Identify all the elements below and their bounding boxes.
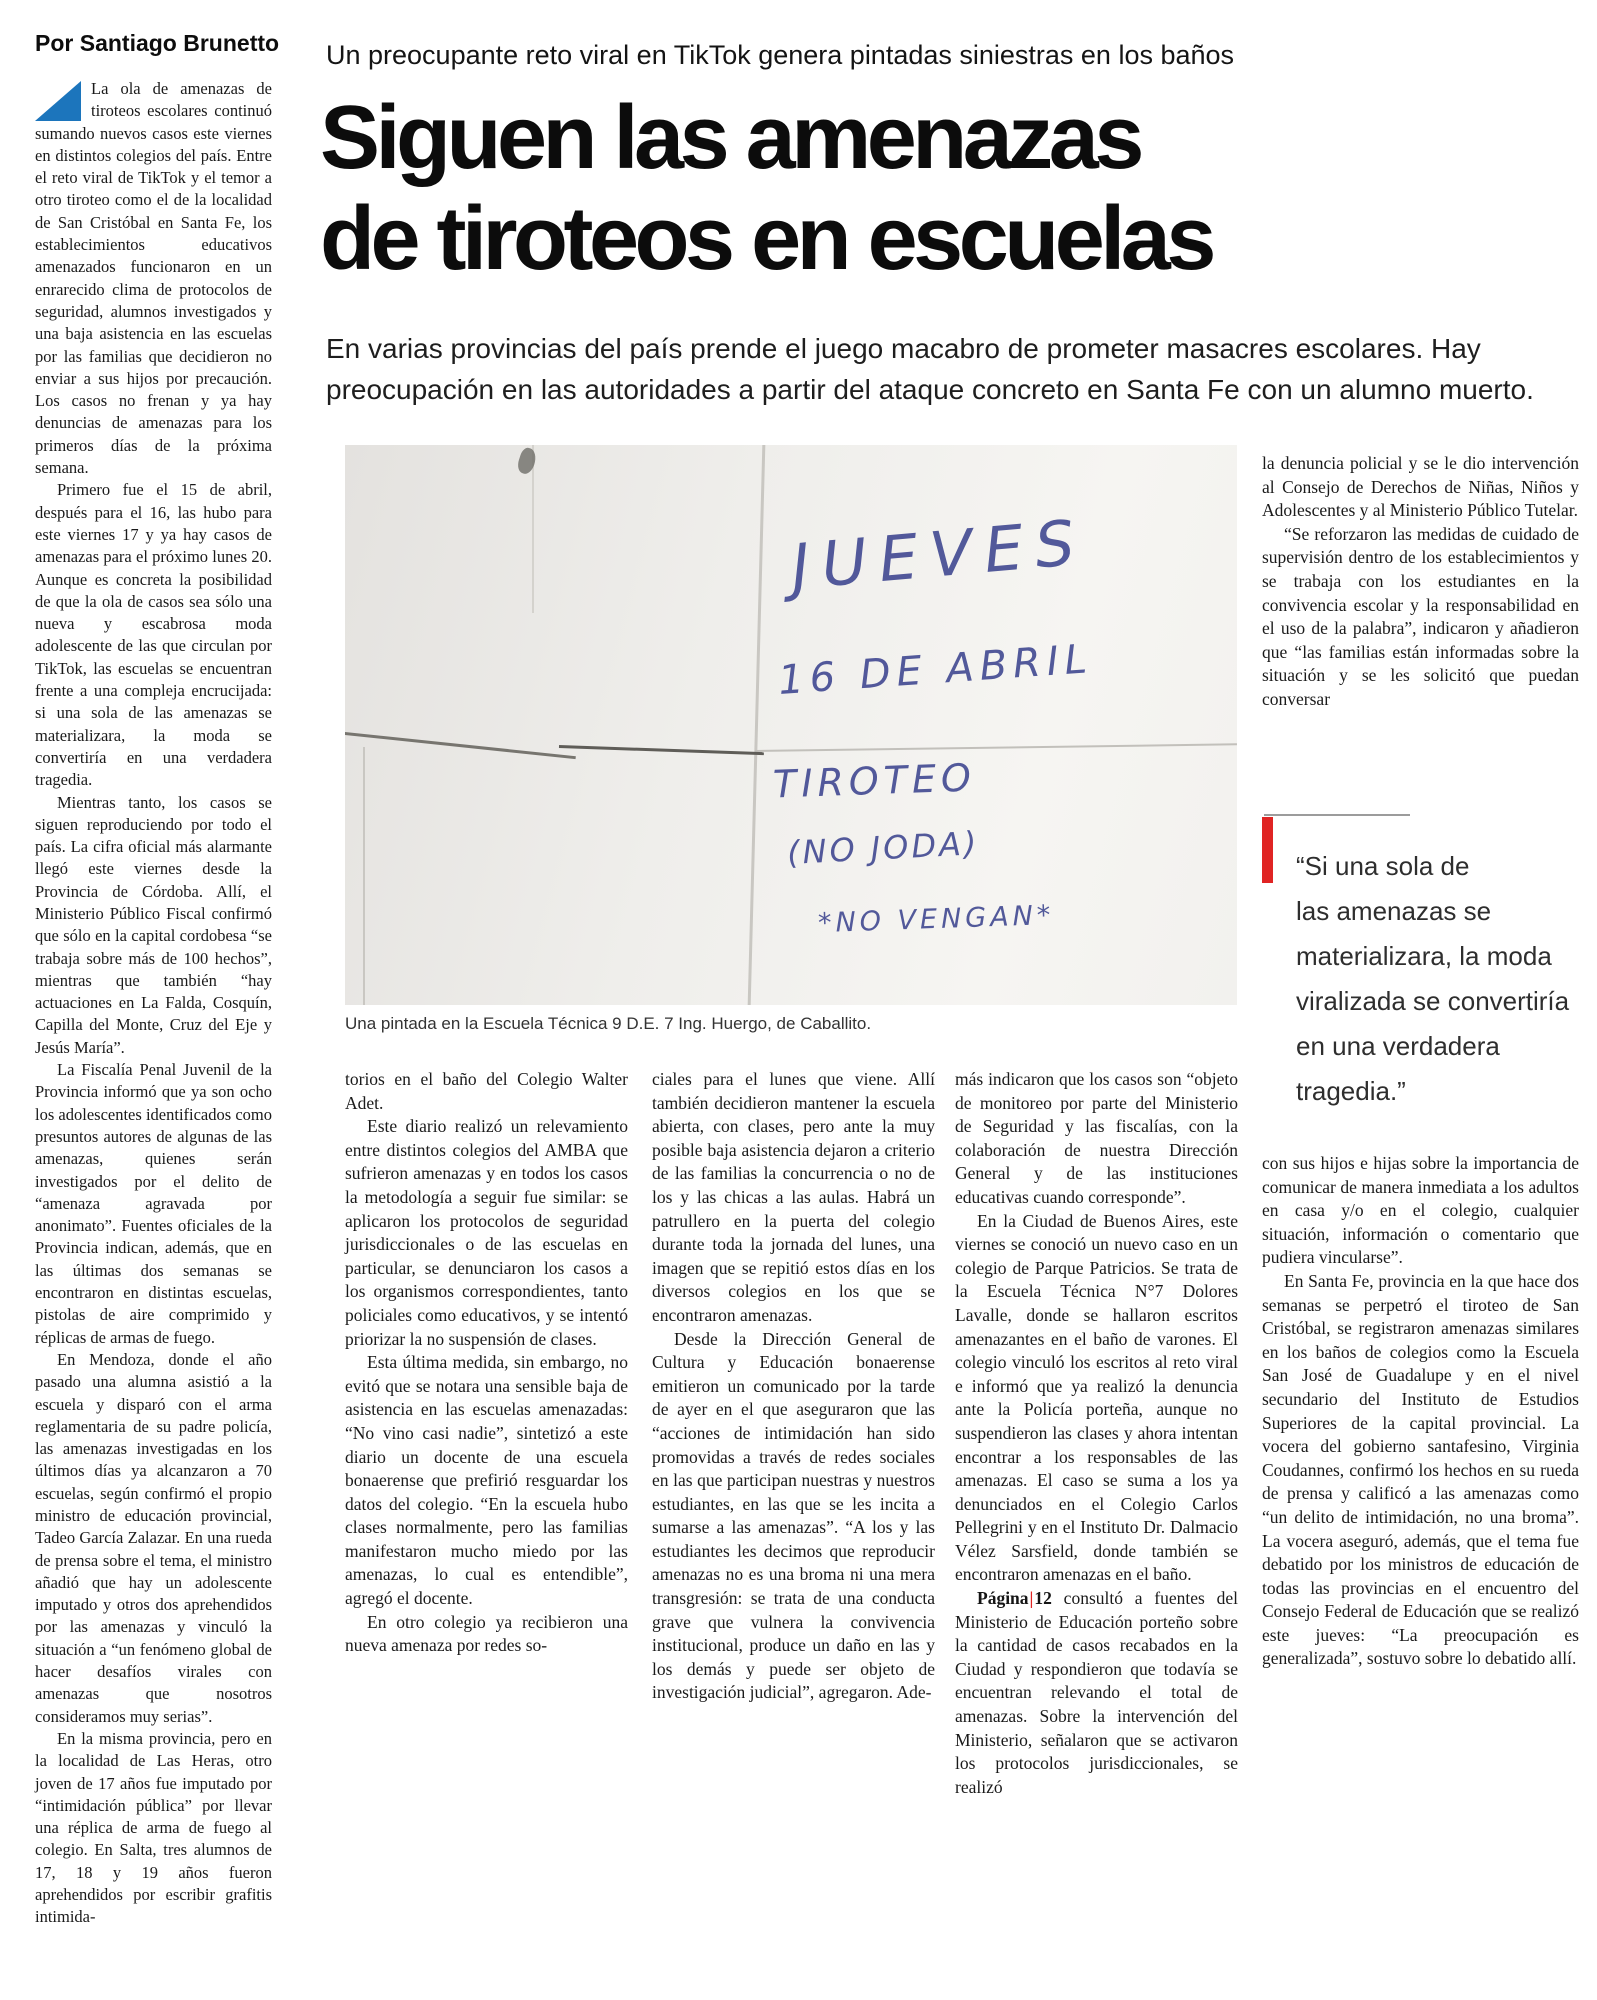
column-c (955, 1068, 1238, 1799)
pull-quote-text (1296, 844, 1584, 1114)
body-paragraph: con sus hijos e hijas sobre la importancia de comunicar de manera inmediata a los adultos en casa y/o en el colegio, cualquier situación, información o comentario que pudiera vincularse”. (1262, 1153, 1579, 1268)
pull-quote-line: tragedia.” (1296, 1076, 1406, 1106)
wall-smudge (515, 446, 538, 476)
headline (320, 88, 1212, 290)
tile-grout-line (363, 747, 365, 1005)
body-paragraph: Este diario realizó un relevamiento entre distintos colegios del AMBA que sufrieron amenazas y en todos los casos la metodología a seguir fue similar: se aplicaron los protocolos de seguridad jurisdiccionales o de las escuelas en particular, se denunciaron los casos a los organismos correspondientes, tanto policiales como educativos, y se intentó priorizar la no suspensión de clases. (345, 1116, 628, 1349)
brand-mark-separator: | (1029, 1588, 1034, 1609)
pull-quote-line: materializara, la moda (1296, 941, 1552, 971)
pull-quote-line: “Si una sola de (1296, 851, 1470, 881)
brand-mark-12: 12 (1034, 1588, 1052, 1609)
body-paragraph: torios en el baño del Colegio Walter Adet. (345, 1069, 628, 1113)
tile-grout-line (532, 445, 534, 613)
body-paragraph: En otro colegio ya recibieron una nueva amenaza por redes so- (345, 1611, 628, 1656)
deck: En varias provincias del país prende el juego macabro de prometer masacres escolares. Hay preocupación en las autoridades a partir del ataque concreto en Santa Fe con un alumno muerto. (326, 333, 1534, 405)
graffiti-text-no-joda: (NO JODA) (785, 823, 980, 872)
body-paragraph: Mientras tanto, los casos se siguen reproduciendo por todo el país. La cifra oficial más alarmante llegó este viernes desde la Provincia de Córdoba. Allí, el Ministerio Público Fiscal confirmó que sólo en la capital cordobesa “se trabaja sobre más de 100 hechos”, mientras que también “hay actuaciones en La Falda, Cosquín, Capilla del Monte, Cruz del Eje y Jesús María”. (35, 792, 272, 1057)
pull-quote-line: las amenazas se (1296, 896, 1492, 926)
graffiti-text-no-vengan: *NO VENGAN* (817, 900, 1055, 940)
right-column-bottom (1262, 1152, 1579, 1671)
headline-line-1: Siguen las amenazas (320, 88, 1140, 188)
column-b (652, 1068, 935, 1705)
graffiti-text-fecha: 16 DE ABRIL (776, 635, 1094, 704)
body-paragraph: Página|12 consultó a fuentes del Ministerio de Educación porteño sobre la cantidad de casos recabados en la Ciudad y respondieron que todavía se encuentran relevando el total de amenazas. Sobre la intervención del Ministerio, señalaron que se activaron los protocolos jurisdiccionales, se realizó (955, 1588, 1238, 1797)
brand-mark-pagina: Página (977, 1588, 1029, 1609)
headline-line-2: de tiroteos en escuelas (320, 189, 1212, 289)
photo-caption: Una pintada en la Escuela Técnica 9 D.E. 7 Ing. Huergo, de Caballito. (345, 1014, 872, 1033)
left-column (35, 78, 272, 1929)
body-paragraph: En la misma provincia, pero en la localidad de Las Heras, otro joven de 17 años fue imputado por “intimidación pública” por llevar una réplica de arma de fuego al colegio. En Salta, tres alumnos de 17, 18 y 19 años fueron aprehendidos por escribir grafitis intimida- (35, 1728, 272, 1927)
column-a (345, 1068, 628, 1658)
body-paragraph: Desde la Dirección General de Cultura y Educación bonaerense emitieron un comunicado por la tarde de ayer en el que aseguraron que las “acciones de intimidación han sido promovidas a través de redes sociales en las que participan nuestras y nuestros estudiantes, en las que se les incita a sumarse a las amenazas”. “A los y las estudiantes les decimos que reproducir amenazas no es una broma ni una mera transgresión: se trata de una conducta grave que vulnera la convivencia institucional, produce un daño en las y los demás y puede ser objeto de investigación judicial”, agregaron. Ade- (652, 1328, 935, 1703)
pull-quote-line: en una verdadera (1296, 1031, 1500, 1061)
tile-grout-line (755, 743, 1237, 752)
pull-quote-line: viralizada se convertiría (1296, 986, 1570, 1016)
tile-edge-shadow (559, 745, 764, 755)
pull-quote-red-bar (1262, 817, 1273, 883)
graffiti-text-jueves: JUEVES (788, 505, 1090, 604)
graffiti-photo (345, 445, 1237, 1005)
body-paragraph: “Se reforzaron las medidas de cuidado de supervisión dentro de los establecimientos y se trabaja con los estudiantes en la convivencia escolar y la responsabilidad en el uso de la palabra”, indicaron y añadieron que “las familias están informadas sobre la situación y se les solicitó que puedan conversar (1262, 523, 1579, 709)
right-column-top (1262, 452, 1579, 712)
kicker: Un preocupante reto viral en TikTok genera pintadas siniestras en los baños (326, 40, 1235, 70)
graffiti-text-tiroteo: TIROTEO (772, 755, 977, 807)
body-paragraph: En Mendoza, donde el año pasado una alumna asistió a la escuela y disparó con el arma reglamentaria de su padre policía, las amenazas investigadas en los últimos días ya alcanzaron a 70 escuelas, según confirmó el propio ministro de educación provincial, Tadeo García Zalazar. En una rueda de prensa sobre el tema, el ministro añadió que hay un adolescente imputado y otros dos aprehendidos por las amenazas y vinculó la situación a “un fenómeno global de hacer desafíos virales con amenazas que nosotros consideramos muy serias”. (35, 1349, 272, 1726)
body-paragraph: Primero fue el 15 de abril, después para el 16, las hubo para este viernes 17 y ya hay casos de amenazas para el próximo lunes 20. Aunque es concreta la posibilidad de que la ola de casos sea sólo una nueva y escabrosa moda adolescente de las que circulan por TikTok, las escuelas se encuentran frente a una compleja encrucijada: si una sola de las amenazas se materializara, la moda se convertiría en una verdadera tragedia. (35, 480, 272, 790)
byline: Por Santiago Brunetto (35, 30, 280, 56)
body-paragraph: más indicaron que los casos son “objeto de monitoreo por parte del Ministerio de Seguridad y las fiscalías, con la colaboración de nuestra Dirección General y de las instituciones educativas cuando corresponde”. (955, 1069, 1238, 1207)
body-paragraph: En Santa Fe, provincia en la que hace dos semanas se perpetró el tiroteo de San Cristóbal, se registraron amenazas similares en los baños de colegios como la Escuela San José de Guadalupe y en el nivel secundario del Instituto de Estudios Superiores de la capital provincial. La vocera del gobierno santafesino, Virginia Coudannes, confirmó los hechos en su rueda de prensa y calificó a las amenazas como “un delito de intimidación, no una broma”. La vocera aseguró, además, que el tema fue debatido por los ministros de educación de todas las provincias en el encuentro del Consejo Federal de Educación que se realizó este jueves: “La preocupación es generalizada”, sostuvo sobre lo debatido allí. (1262, 1270, 1579, 1669)
tile-edge-shadow (345, 731, 576, 759)
dropcap-triangle-icon (35, 81, 81, 121)
body-paragraph: La Fiscalía Penal Juvenil de la Provincia informó que ya son ocho los adolescentes identificados como presuntos autores de algunas de las amenazas, quienes serán investigados por el delito de “amenaza agravada por anonimato”. Fuentes oficiales de la Provincia indican, además, que en las últimas dos semanas se encontraron en distintas escuelas, pistolas de aire comprimido y réplicas de armas de fuego. (35, 1060, 272, 1347)
body-paragraph: Esta última medida, sin embargo, no evitó que se notara una sensible baja de asistencia en las escuelas amenazadas: “No vino casi nadie”, sintetizó a este diario un docente de una escuela bonaerense que prefirió resguardar los datos del colegio. “En la escuela hubo clases normalmente, pero las familias manifestaron mucho miedo por las amenazas, lo cual es entendible”, agregó el docente. (345, 1352, 628, 1609)
body-paragraph: ciales para el lunes que viene. Allí también decidieron mantener la escuela abierta, con clases, pero ante la muy posible baja asistencia dejaron a criterio de las familias la concurrencia o no de los y las chicas a las aulas. Habrá un patrullero en la puerta del colegio durante toda la jornada del lunes, una imagen que se repitió estos días en los diversos colegios en los que se encontraron amenazas. (652, 1069, 935, 1325)
pull-quote-rule (1264, 814, 1410, 816)
body-paragraph: la denuncia policial y se le dio intervención al Consejo de Derechos de Niñas, Niños y Adolescentes y al Ministerio Público Tutelar. (1262, 453, 1579, 521)
tile-grout-line (748, 445, 766, 1005)
pull-quote (1262, 814, 1584, 1114)
body-paragraph: La ola de amenazas de tiroteos escolares continuó sumando nuevos casos este viernes en distintos colegios del país. Entre el reto viral de TikTok y el temor a otro tiroteo como el de la localidad de San Cristóbal en Santa Fe, los establecimientos educativos amenazados funcionaron en un enrarecido clima de protocolos de seguridad, alumnos investigados y una baja asistencia en las escuelas por las familias que decidieron no enviar a sus hijos por precaución. Los casos no frenan y ya hay denuncias de amenazas para los primeros días de la próxima semana. (35, 79, 272, 478)
body-paragraph: En la Ciudad de Buenos Aires, este viernes se conoció un nuevo caso en un colegio de Parque Patricios. Se trata de la Escuela Técnica N°7 Dolores Lavalle, donde se hallaron escritos amenazantes en el baño de varones. El colegio vinculó los escritos al reto viral e informó que ya realizó la denuncia ante la Policía porteña, aunque no suspendieron las clases y ahora intentan encontrar a los responsables de las amenazas. El caso se suma a los ya denunciados en el Colegio Carlos Pellegrini y en el Instituto Dr. Dalmacio Vélez Sarsfield, donde también se encontraron amenazas en el baño. (955, 1210, 1238, 1585)
